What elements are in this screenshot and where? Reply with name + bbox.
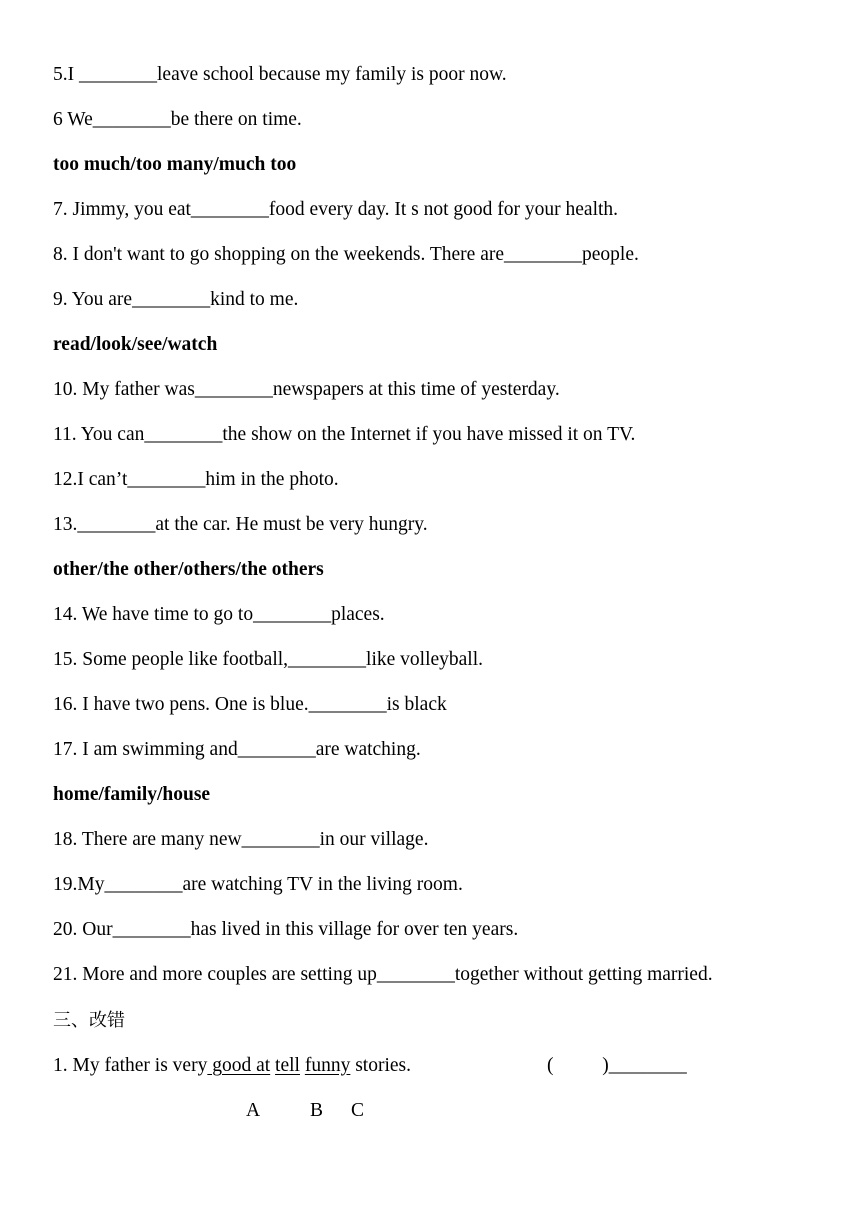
question-9: 9. You are________kind to me.: [53, 289, 299, 310]
question-8: 8. I don't want to go shopping on the weekends. There are________people.: [53, 244, 639, 265]
question-18: 18. There are many new________in our village.: [53, 829, 429, 850]
option-letter-c: C: [351, 1100, 365, 1121]
question-7: 7. Jimmy, you eat________food every day. It s not good for your health.: [53, 199, 619, 220]
question-17: 17. I am swimming and________are watching.: [53, 739, 421, 760]
correction-question-1: [53, 1054, 411, 1078]
question-21: 21. More and more couples are setting up________together without getting married.: [53, 964, 713, 985]
correction-prefix: 1. My father is very: [53, 1055, 208, 1076]
question-16: 16. I have two pens. One is blue.________is black: [53, 694, 447, 715]
section-heading-too-much: too much/too many/much too: [53, 154, 297, 175]
section-heading-other: other/the other/others/the others: [53, 559, 324, 580]
correction-suffix: stories.: [350, 1055, 412, 1076]
answer-blank: ( )________: [547, 1055, 687, 1076]
option-letter-b: B: [310, 1100, 324, 1121]
option-letter-a: A: [246, 1100, 261, 1121]
correction-part-a: good at: [207, 1055, 271, 1076]
question-15: 15. Some people like football,________like volleyball.: [53, 649, 484, 670]
question-10: 10. My father was________newspapers at this time of yesterday.: [53, 379, 560, 400]
correction-part-b: tell: [275, 1055, 300, 1076]
question-19: 19.My________are watching TV in the living room.: [53, 874, 463, 895]
section-heading-error-correction: 三、改错: [53, 1010, 125, 1031]
question-12: 12.I can’t________him in the photo.: [53, 469, 339, 490]
question-6: 6 We________be there on time.: [53, 109, 302, 130]
question-5: 5.I ________leave school because my family is poor now.: [53, 64, 507, 85]
correction-part-c: funny: [304, 1055, 351, 1076]
section-heading-read-look: read/look/see/watch: [53, 334, 218, 355]
question-11: 11. You can________the show on the Internet if you have missed it on TV.: [53, 424, 636, 445]
question-13: 13.________at the car. He must be very hungry.: [53, 514, 428, 535]
section-heading-home: home/family/house: [53, 784, 211, 805]
question-20: 20. Our________has lived in this village for over ten years.: [53, 919, 519, 940]
question-14: 14. We have time to go to________places.: [53, 604, 385, 625]
